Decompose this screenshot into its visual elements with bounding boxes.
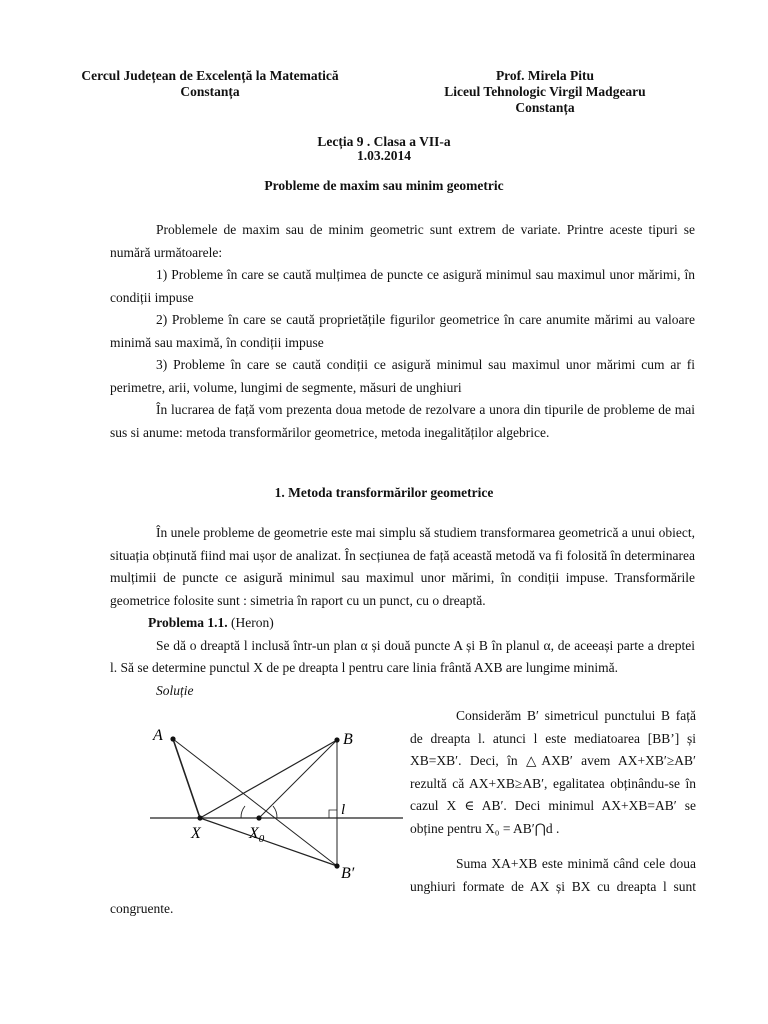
intro-item-2: 2) Probleme în care se caută proprietățile figurilor geometrice în care anumite mărimi au valoare minimă sau maximă, în condiții impuse [110,312,695,350]
label-x0-main: X [249,825,259,842]
segment-x0b [259,740,337,818]
document-title: Probleme de maxim sau minim geometric [264,178,504,193]
problem-label: Problema 1.1. [148,615,228,630]
header-right-line1: Prof. Mirela Pitu [495,68,595,83]
segment-xb [200,740,337,818]
intro-item-3: 3) Probleme în care se caută condiții ce asigură minimul sau maximul unor mărimi cum ar fi perimetre, arii, volume, lungimi de segmente, măsuri de unghiuri [110,357,695,395]
label-x0-sub: 0 [258,833,265,845]
problem-statement: Se dă o dreaptă l inclusă într-un plan α și două puncte A și B în planul α, de aceeași parte a dreptei l. Să se determine punctul X de pe dreapta l pentru care linia frântă AXB are lungime minimă. [110,637,695,675]
label-a: A [153,727,163,744]
point-a [170,736,175,741]
point-b [334,737,339,742]
figure-float-spacer [110,853,410,898]
intro-item-1: 1) Probleme în care se caută mulțimea de puncte ce asigură minimul sau maximul unor mărimi, în condiții impuse [110,267,695,305]
header-right-line2: Liceul Tehnologic Virgil Madgearu [444,84,646,99]
header-left [60,68,360,100]
intro-closing: În lucrarea de față vom prezenta doua metode de rezolvare a unora din tipurile de probleme de mai sus si anume: metoda transformărilor geometrice, metoda inegalităților algebrice. [110,402,695,440]
label-x: X [191,825,201,842]
intro-section [110,219,695,444]
section-content [110,522,695,702]
solution-label: Soluție [156,682,194,698]
solution-paragraph-1: Considerăm B′ simetricul punctului B față de dreapta l. atunci l este mediatoarea [BB’] și XB=XB′. Deci, în △AXB′ avem AX+XB′≥AB′ rezultă că AX+XB≥AB′, egalitatea obținându-se în cazul X ∈ AB′. Deci minimul AX+XB=AB′ se obține pentru X₀ = AB′⋂d . [410,708,696,836]
lesson-date: 1.03.2014 [357,148,411,163]
angle-arc-left [241,806,245,818]
problem-heading [110,612,695,635]
point-x0 [256,815,261,820]
header-right [400,68,690,116]
lesson-title: Lecția 9 . Clasa a VII-a [317,134,451,149]
point-x [197,815,202,820]
header-left-line1: Cercul Județean de Excelență la Matematică [81,68,339,83]
section-title: 1. Metoda transformărilor geometrice [274,485,494,500]
section-paragraph: În unele probleme de geometrie este mai simplu să studiem transformarea geometrică a unui obiect, situația obținută fiind mai ușor de analizat. În secțiunea de față această metodă va fi folosită în determinarea mulțimii de puncte ce asigură minimul sau maximul unor mărimi, în condiții impuse. Transformările geometrice folosite sunt : simetria în raport cu un punct, cu o dreaptă. [110,525,695,608]
problem-source: (Heron) [231,615,274,630]
header-right-line3: Constanța [515,100,575,115]
right-angle-marker [329,810,337,818]
label-bprime: B′ [341,865,355,882]
label-x0 [248,825,265,845]
solution-paragraph-2: Suma XA+XB este minimă când cele doua unghiuri formate de AX și BX cu dreapta l sunt congruente. [110,856,696,916]
solution-text [410,705,696,840]
angle-arc-right [273,806,277,818]
intro-paragraph: Problemele de maxim sau de minim geometric sunt extrem de variate. Printre aceste tipuri se numără următoarele: [110,222,695,260]
header-left-line2: Constanța [180,84,240,99]
solution-conclusion [110,853,696,921]
segment-ax [173,739,200,818]
label-b: B [343,731,353,748]
segment-abprime [173,739,337,866]
label-l: l [341,802,346,818]
